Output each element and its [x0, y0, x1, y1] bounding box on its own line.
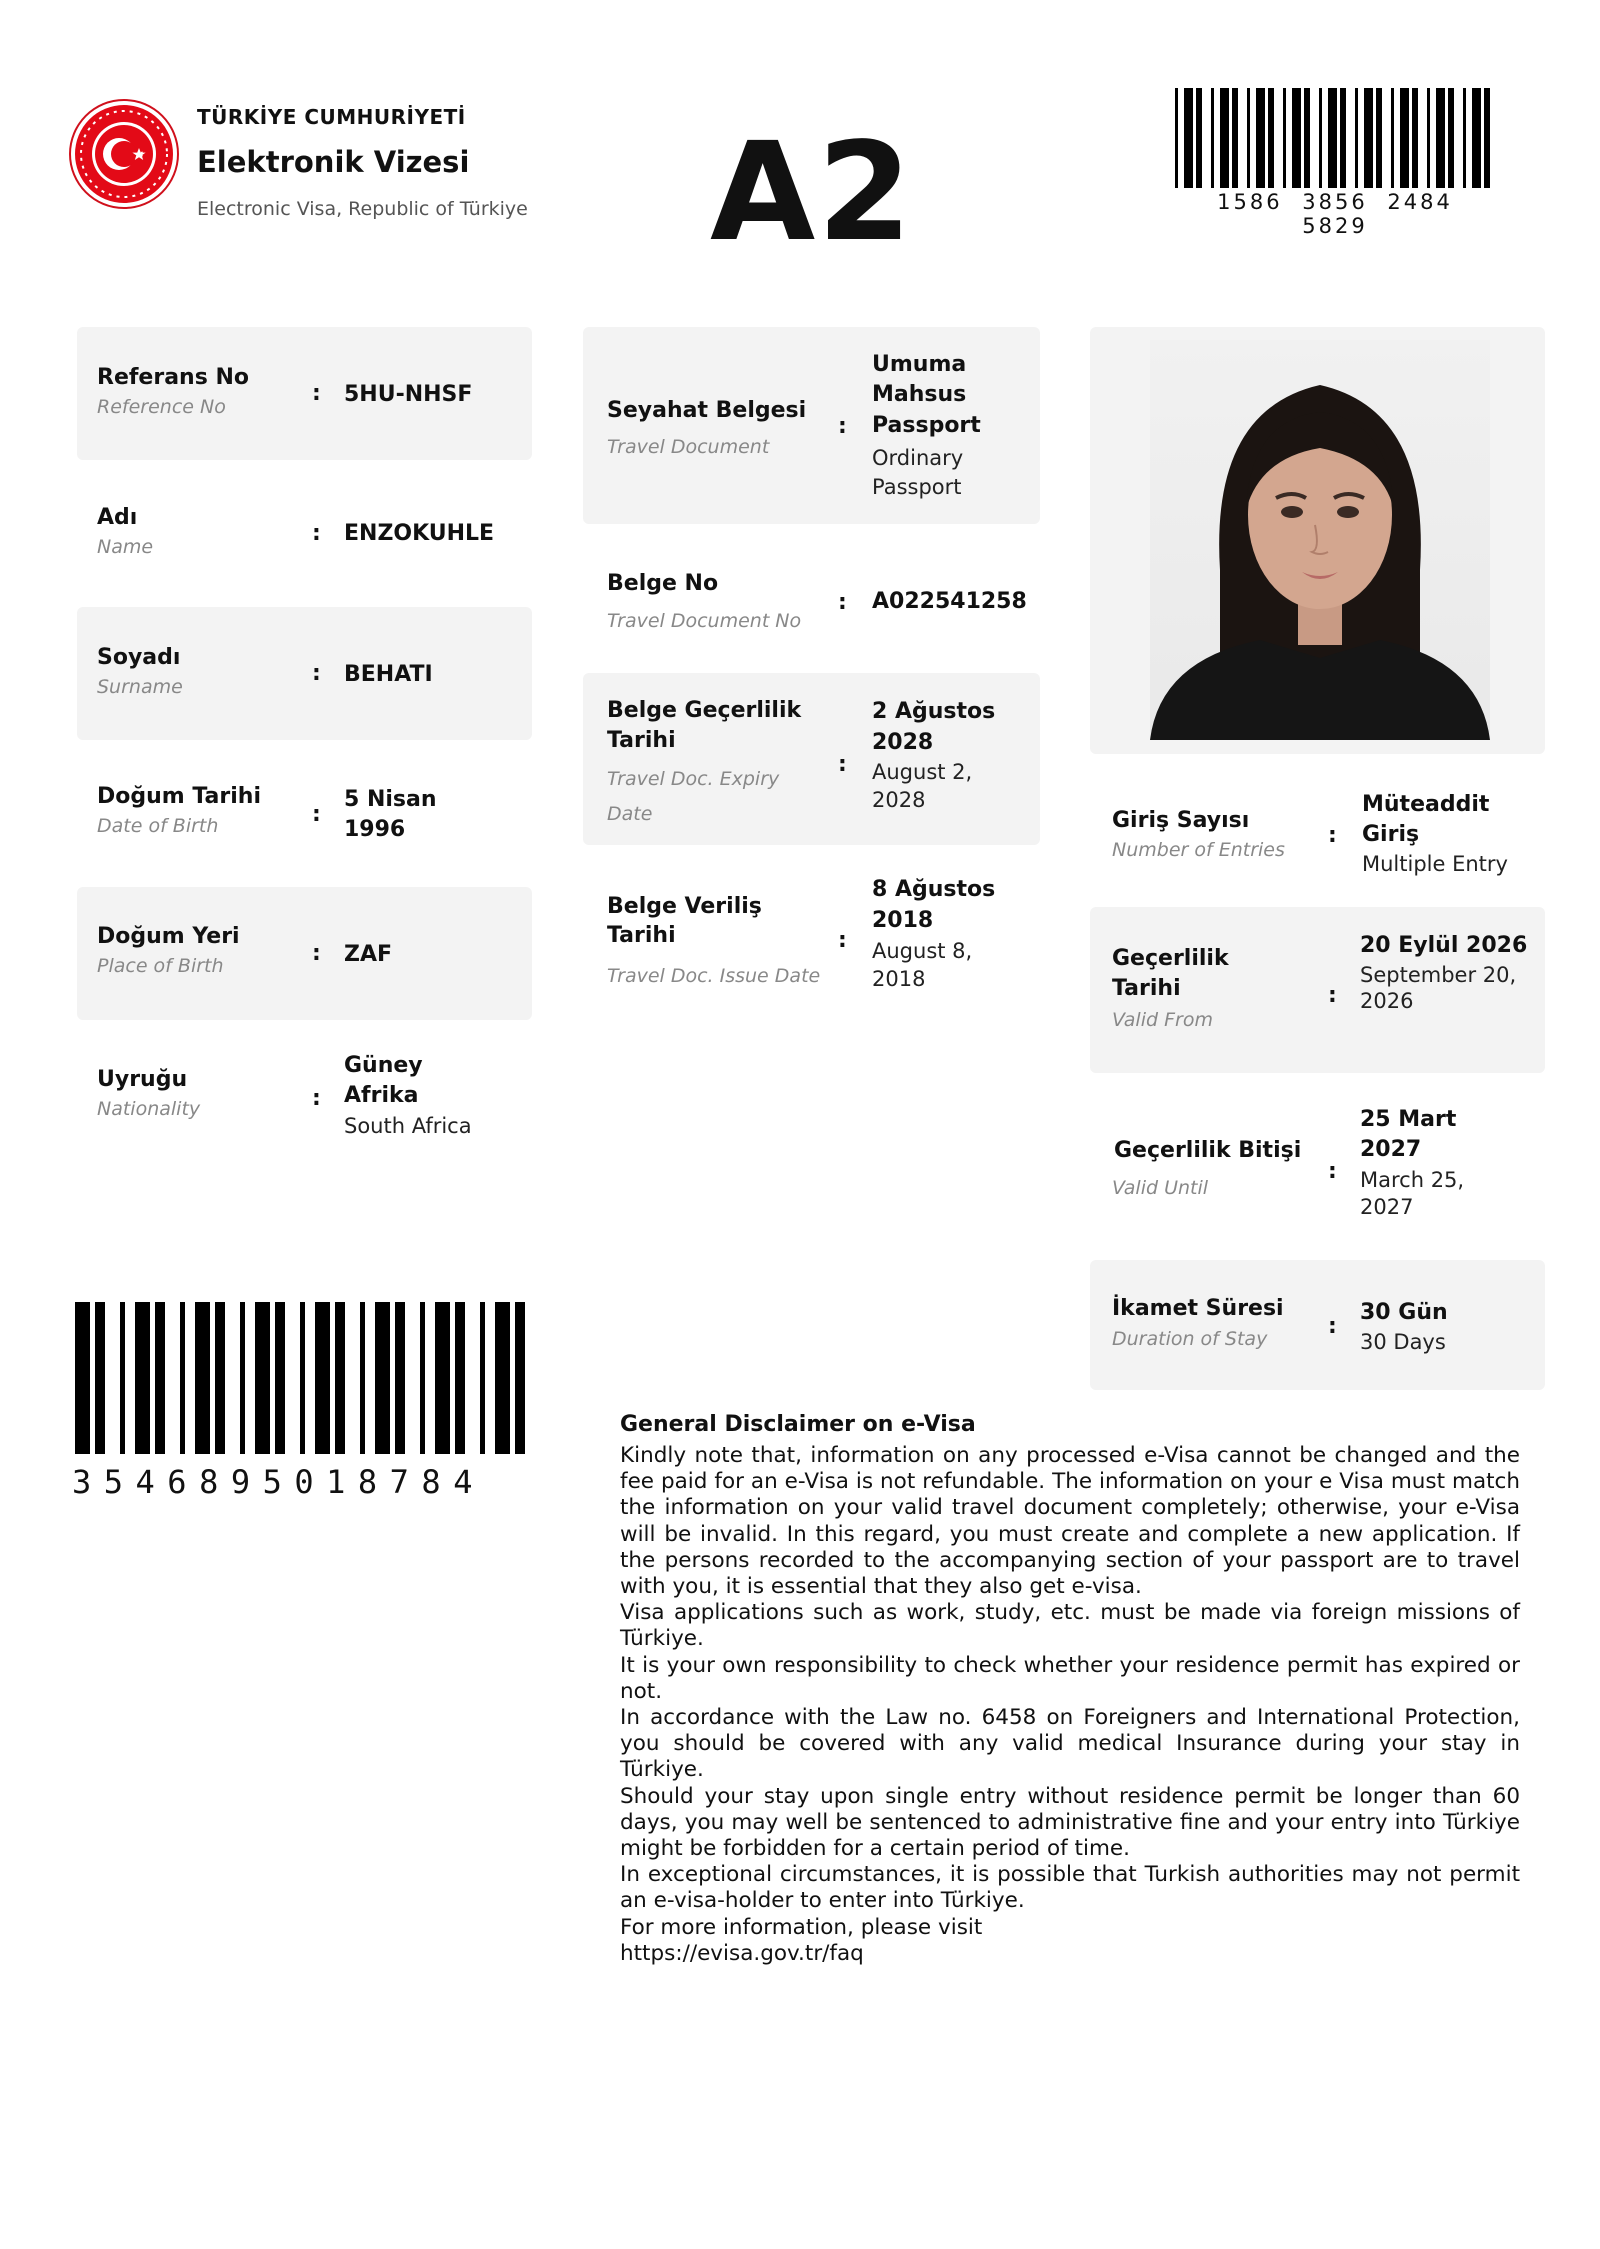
dob-label: Doğum Tarihi — [97, 784, 261, 809]
nationality-value-l1: Güney — [344, 1053, 423, 1078]
expiry-label-en-l1: Travel Doc. Expiry — [607, 768, 780, 790]
issue-label-l2: Tarihi — [607, 923, 676, 948]
document-title: Elektronik Vizesi — [197, 145, 470, 179]
entries-value-l2: Giriş — [1362, 822, 1420, 847]
expiry-value-l2: 2028 — [872, 730, 934, 755]
pob-label-en: Place of Birth — [97, 955, 224, 977]
name-value: ENZOKUHLE — [344, 521, 495, 546]
visa-type-code: A2 — [710, 114, 914, 272]
bottom-barcode-number: 3546895018784 — [72, 1463, 485, 1501]
barcode-bar — [1376, 88, 1382, 188]
barcode-bar — [120, 1302, 125, 1454]
stay-label-en: Duration of Stay — [1112, 1328, 1268, 1350]
barcode-bar — [1463, 88, 1466, 188]
reference-label-en: Reference No — [97, 396, 226, 418]
barcode-bar — [455, 1302, 465, 1454]
stay-value-en: 30 Days — [1360, 1330, 1446, 1354]
stay-label: İkamet Süresi — [1112, 1296, 1284, 1321]
faq-link[interactable]: https://evisa.gov.tr/faq — [620, 1940, 864, 1966]
barcode-bar — [1184, 88, 1193, 188]
barcode-bar — [180, 1302, 185, 1454]
barcode-bar — [315, 1302, 330, 1454]
barcode-bar — [1328, 88, 1337, 188]
travel-doc-value-en-l1: Ordinary — [872, 446, 964, 470]
reference-label: Referans No — [97, 365, 249, 390]
travel-doc-label: Seyahat Belgesi — [607, 398, 807, 423]
colon: : — [838, 752, 847, 777]
surname-value: BEHATI — [344, 662, 433, 687]
valid-from-value: 20 Eylül 2026 — [1360, 933, 1528, 958]
barcode-bar — [395, 1302, 405, 1454]
barcode-bar — [1232, 88, 1238, 188]
valid-until-label-en: Valid Until — [1112, 1177, 1209, 1199]
barcode-bar — [435, 1302, 450, 1454]
expiry-value-en-l2: 2028 — [872, 788, 926, 812]
nationality-label: Uyruğu — [97, 1067, 188, 1092]
colon: : — [1328, 1314, 1337, 1339]
colon: : — [838, 414, 847, 439]
issue-value-en-l2: 2018 — [872, 967, 926, 991]
disclaimer-paragraph: Visa applications such as work, study, etc. must be made via foreign missions of Türkiye. — [620, 1600, 1520, 1652]
barcode-bar — [1340, 88, 1346, 188]
colon: : — [312, 802, 321, 827]
expiry-value-en-l1: August 2, — [872, 760, 973, 784]
republic-label: TÜRKİYE CUMHURİYETİ — [197, 105, 466, 129]
colon: : — [1328, 1159, 1337, 1184]
barcode-bar — [515, 1302, 525, 1454]
barcode-bar — [1427, 88, 1430, 188]
disclaimer-title: General Disclaimer on e-Visa — [620, 1412, 976, 1437]
pob-label: Doğum Yeri — [97, 924, 240, 949]
barcode-bar — [135, 1302, 150, 1454]
valid-until-label: Geçerlilik Bitişi — [1114, 1138, 1302, 1163]
barcode-bar — [375, 1302, 390, 1454]
dob-value-year: 1996 — [344, 817, 406, 842]
barcode-bar — [1196, 88, 1202, 188]
stay-value: 30 Gün — [1360, 1300, 1448, 1325]
disclaimer-body — [620, 1443, 1520, 1967]
barcode-bar — [1448, 88, 1454, 188]
barcode-bar — [300, 1302, 305, 1454]
issue-label-l1: Belge Veriliş — [607, 894, 762, 919]
colon: : — [312, 941, 321, 966]
colon: : — [1328, 823, 1337, 848]
dob-label-en: Date of Birth — [97, 815, 219, 837]
travel-doc-value-en-l2: Passport — [872, 475, 962, 499]
disclaimer-paragraph: Should your stay upon single entry without residence permit be longer than 60 days, you may well be sentenced to administrative fine and your entry into Türkiye might be forbidden for a certain period of time. — [620, 1783, 1520, 1862]
barcode-bar — [195, 1302, 210, 1454]
valid-until-value-en-l2: 2027 — [1360, 1195, 1414, 1219]
doc-no-label: Belge No — [607, 571, 719, 596]
surname-label-en: Surname — [97, 676, 183, 698]
barcode-bar — [360, 1302, 365, 1454]
name-label-en: Name — [97, 536, 154, 558]
barcode-bar — [1400, 88, 1409, 188]
issue-value-l2: 2018 — [872, 908, 934, 933]
colon: : — [312, 661, 321, 686]
turkish-seal-logo — [75, 105, 173, 203]
barcode-bar — [240, 1302, 245, 1454]
pob-value: ZAF — [344, 942, 393, 967]
valid-from-value-en-l2: 2026 — [1360, 989, 1414, 1013]
travel-doc-value-l3: Passport — [872, 413, 981, 438]
colon: : — [312, 381, 321, 406]
barcode-bar — [1175, 88, 1178, 188]
barcode-bar — [1268, 88, 1274, 188]
barcode-bar — [1292, 88, 1301, 188]
barcode-bar — [275, 1302, 285, 1454]
disclaimer-paragraph: In accordance with the Law no. 6458 on Foreigners and International Protection, you should be covered with any valid medical Insurance during your stay in Türkiye. — [620, 1705, 1520, 1783]
barcode-bar — [335, 1302, 345, 1454]
travel-doc-label-en: Travel Document — [607, 436, 770, 458]
barcode-bar — [1319, 88, 1322, 188]
barcode-bar — [1247, 88, 1250, 188]
barcode-bar — [1220, 88, 1229, 188]
expiry-label-l1: Belge Geçerlilik — [607, 698, 802, 723]
entries-label: Giriş Sayısı — [1112, 808, 1250, 833]
valid-until-value-l2: 2027 — [1360, 1137, 1422, 1162]
surname-label: Soyadı — [97, 645, 181, 670]
valid-from-value-en-l1: September 20, — [1360, 963, 1517, 987]
entries-value-l1: Müteaddit — [1362, 792, 1490, 817]
crescent-star-icon — [75, 105, 173, 203]
barcode-bar — [1355, 88, 1358, 188]
travel-doc-value-l1: Umuma — [872, 352, 967, 377]
doc-no-value: A022541258 — [872, 589, 1027, 614]
entries-label-en: Number of Entries — [1112, 839, 1285, 861]
barcode-bar — [95, 1302, 105, 1454]
barcode-bar — [480, 1302, 485, 1454]
issue-label-en: Travel Doc. Issue Date — [607, 965, 821, 987]
reference-value: 5HU-NHSF — [344, 382, 473, 407]
colon: : — [1328, 983, 1337, 1008]
colon: : — [312, 521, 321, 546]
nationality-value-l2: Afrika — [344, 1083, 419, 1108]
barcode-bar — [1211, 88, 1214, 188]
barcode-bar — [75, 1302, 90, 1454]
valid-from-label-l2: Tarihi — [1112, 976, 1181, 1001]
disclaimer-paragraph: It is your own responsibility to check whether your residence permit has expired or not. — [620, 1652, 1520, 1704]
barcode-bar — [1484, 88, 1490, 188]
nationality-label-en: Nationality — [97, 1098, 201, 1120]
top-barcode-number: 1586 3856 2484 5829 — [1217, 190, 1453, 238]
bottom-barcode — [75, 1302, 535, 1454]
nationality-value-en: South Africa — [344, 1114, 472, 1138]
barcode-bar — [1412, 88, 1418, 188]
barcode-bar — [1472, 88, 1481, 188]
disclaimer-paragraph: Kindly note that, information on any processed e-Visa cannot be changed and the fee paid for an e-Visa is not refundable. The information on your e Visa must match the information on your valid travel document completely; otherwise, your e-Visa will be invalid. In this regard, you must create and complete a new application. If the persons recorded to the accompanying section of your passport are to travel with you, it is essential that they also get e-visa. — [620, 1443, 1520, 1600]
barcode-bar — [215, 1302, 225, 1454]
travel-doc-value-l2: Mahsus — [872, 382, 967, 407]
colon: : — [838, 928, 847, 953]
expiry-label-en-l2: Date — [607, 803, 653, 825]
barcode-bar — [495, 1302, 510, 1454]
expiry-value-l1: 2 Ağustos — [872, 699, 996, 724]
top-barcode — [1175, 88, 1495, 188]
entries-value-en: Multiple Entry — [1362, 852, 1508, 876]
dob-value-day: 5 Nisan — [344, 787, 437, 812]
doc-no-label-en: Travel Document No — [607, 610, 802, 632]
document-subtitle: Electronic Visa, Republic of Türkiye — [197, 198, 528, 220]
portrait-image — [1150, 340, 1490, 740]
issue-value-l1: 8 Ağustos — [872, 877, 996, 902]
valid-from-label-en: Valid From — [1112, 1009, 1213, 1031]
disclaimer-paragraph: For more information, please visit — [620, 1914, 983, 1940]
barcode-bar — [255, 1302, 270, 1454]
issue-value-en-l1: August 8, — [872, 939, 973, 963]
barcode-bar — [1304, 88, 1310, 188]
barcode-bar — [155, 1302, 165, 1454]
colon: : — [312, 1086, 321, 1111]
valid-until-value-en-l1: March 25, — [1360, 1168, 1465, 1192]
barcode-bar — [420, 1302, 425, 1454]
colon: : — [838, 590, 847, 615]
disclaimer-paragraph: In exceptional circumstances, it is possible that Turkish authorities may not permit an e-visa-holder to enter into Türkiye. — [620, 1862, 1520, 1914]
barcode-bar — [1436, 88, 1445, 188]
valid-from-label-l1: Geçerlilik — [1112, 946, 1229, 971]
valid-until-value-l1: 25 Mart — [1360, 1107, 1457, 1132]
barcode-bar — [1364, 88, 1373, 188]
barcode-bar — [1283, 88, 1286, 188]
name-label: Adı — [97, 505, 138, 530]
holder-photo — [1150, 340, 1490, 740]
barcode-bar — [1256, 88, 1265, 188]
expiry-label-l2: Tarihi — [607, 728, 676, 753]
barcode-bar — [1391, 88, 1394, 188]
